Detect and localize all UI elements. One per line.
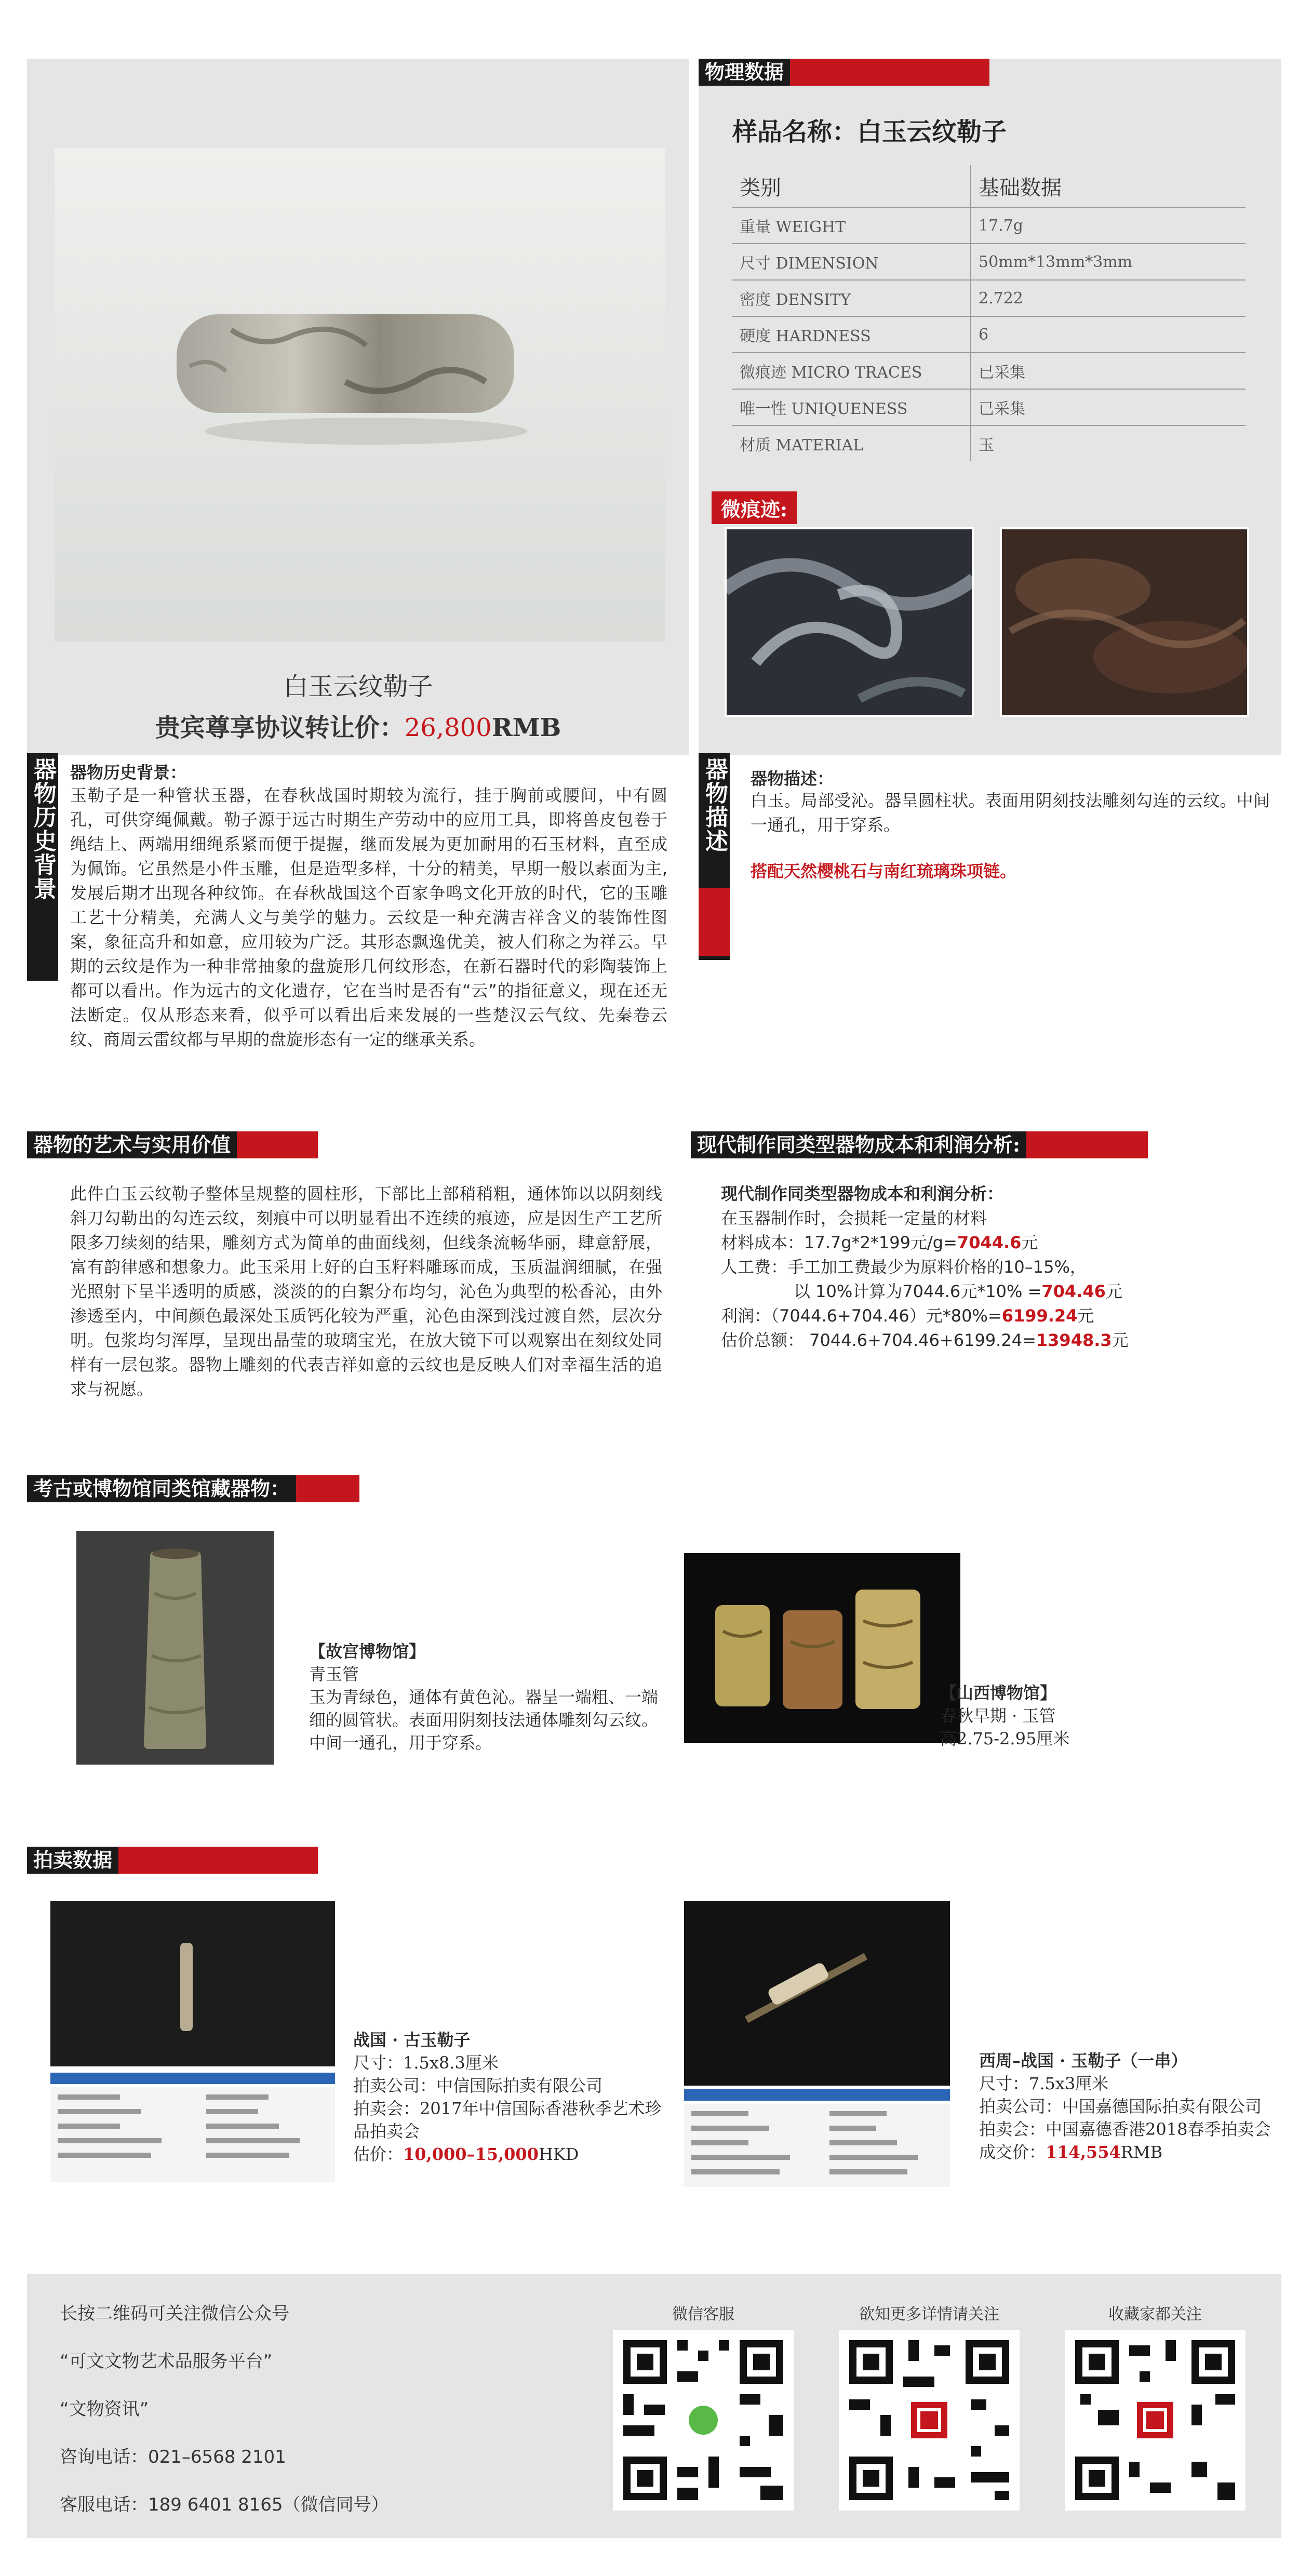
art-title-bar (27, 1131, 318, 1158)
cost-heading: 现代制作同类型器物成本和利润分析： (721, 1184, 1004, 1204)
price-value: 26,800 (404, 713, 492, 742)
auction-2-company: 拍卖公司：中国嘉德国际拍卖有限公司 (979, 2097, 1262, 2116)
qr-code-3[interactable] (1065, 2330, 1246, 2511)
footer-line-5: 客服电话：189 6401 8165（微信同号） (60, 2494, 389, 2515)
col-head-category: 类别 (732, 165, 971, 207)
cost-line-2: 材料成本：17.7g*2*199元/g=7044.6元 (721, 1233, 1038, 1252)
auction-2-info (979, 2049, 1291, 2164)
row-value: 17.7g (971, 207, 1246, 244)
history-tab-label: 器物历史背景 (30, 757, 56, 901)
cost-block (721, 1182, 1266, 1353)
footer-line-2: “可文文物艺术品服务平台” (60, 2351, 273, 2372)
cost-line-4: 以 10%计算为7044.6元*10% =704.46元 (794, 1282, 1122, 1301)
table-row (732, 425, 1246, 461)
auction-2-title: 西周–战国 · 玉勒子（一串） (979, 2051, 1188, 2071)
description-text: 白玉。局部受沁。器呈圆柱状。表面用阴刻技法雕刻勾连的云纹。中间一通孔，用于穿系。 (751, 791, 1270, 835)
col-head-data: 基础数据 (971, 165, 1246, 207)
museum-2-object: 春秋早期 · 玉管 (940, 1706, 1056, 1726)
table-row (732, 280, 1246, 316)
history-text: 玉勒子是一种管状玉器，在春秋战国时期较为流行，挂于胸前或腰间，中有圆孔，可供穿绳佩戴。勒子源于远古时期生产劳动中的应用工具，即将兽皮包卷于绳结上、两端用细绳系紧而便于提握，继而发展为更加耐用的石玉材料，直至成为佩饰。它虽然是小件玉雕，但是造型多样，十分的精美，早期一般以素面为主,发展后期才出现各种纹饰。在春秋战国这个百家争鸣文化开放的时代，它的玉雕工艺十分精美，充满人文与美学的魅力。云纹是一种充满吉祥含义的装饰性图案，象征高升和如意，应用较为广泛。其形态飘逸优美，被人们称之为祥云。早期的云纹是作为一种非常抽象的盘旋形几何纹形态，在新石器时代的彩陶装饰上都可以看出。作为远古的文化遗存，它在当时是否有“云”的指征意义，现在还无法断定。仅从形态来看，似乎可以看出后来发展的一些楚汉云气纹、先秦卷云纹、商周云雷纹都与早期的盘旋形态有一定的继承关系。 (70, 785, 667, 1049)
qr3-label: 收藏家都关注 (1108, 2305, 1202, 2324)
row-label: 密度 DENSITY (732, 280, 971, 316)
row-label: 尺寸 DIMENSION (732, 244, 971, 280)
micro-trace-photo-2 (1000, 527, 1249, 717)
table-row (732, 353, 1246, 389)
physical-table (732, 165, 1246, 461)
row-value: 玉 (979, 436, 994, 455)
museum-photo-1 (76, 1531, 274, 1765)
museum-2-name: 【山西博物馆】 (940, 1683, 1057, 1703)
history-tab (27, 753, 58, 981)
cost-line-3: 人工费：手工加工费最少为原料价格的10–15%， (721, 1257, 1087, 1277)
art-section-title: 器物的艺术与实用价值 (27, 1131, 237, 1158)
history-heading: 器物历史背景： (70, 763, 187, 782)
sample-name: 样品名称：白玉云纹勒子 (732, 117, 1007, 146)
auction-2-price: 成交价：114,554RMB (979, 2142, 1163, 2162)
footer-line-3: “文物资讯” (60, 2399, 149, 2420)
auction-1-info (353, 2028, 675, 2166)
micro-trace-label: 微痕迹: (712, 491, 797, 524)
table-row (732, 244, 1246, 280)
description-tab (699, 753, 730, 960)
table-row (732, 207, 1246, 244)
footer-text (60, 2290, 389, 2529)
row-value: 6 (971, 316, 1246, 353)
table-header-row (732, 165, 1246, 207)
row-label: 材质 MATERIAL (732, 425, 971, 461)
museum-photo-2 (684, 1553, 960, 1743)
row-label: 硬度 HARDNESS (732, 316, 971, 353)
museum-1-name: 【故宫博物馆】 (309, 1641, 426, 1661)
row-value: 已采集 (971, 353, 1246, 389)
museum-2-info (940, 1681, 1200, 1750)
cost-section-title: 现代制作同类型器物成本和利润分析: (691, 1131, 1026, 1158)
museum-1-desc: 玉为青绿色，通体有黄色沁。器呈一端粗、一端细的圆管状。表面用阴刻技法通体雕刻勾云纹。中间一通孔，用于穿系。 (309, 1687, 659, 1753)
cost-line-1: 在玉器制作时，会损耗一定量的材料 (721, 1208, 987, 1228)
table-row (732, 316, 1246, 353)
physical-title-bar (699, 59, 989, 86)
qr-code-2[interactable] (839, 2330, 1020, 2511)
museum-1-object: 青玉管 (309, 1664, 359, 1684)
art-text: 此件白玉云纹勒子整体呈规整的圆柱形，下部比上部稍稍粗，通体饰以以阴刻线斜刀勾勒出的勾连云纹，刻痕中可以明显看出不连续的痕迹，应是因生产工艺所限多刀续刻的结果，雕刻方式为简单的曲面线刻，但线条流畅华丽，肆意舒展，富有韵律感和想象力。此玉采用上好的白玉籽料雕琢而成，玉质温润细腻，在强光照射下呈半透明的质感，淡淡的的白絮分布均匀，沁色为典型的松香沁，由外渗透至内，中间颜色最深处玉质钙化较为严重，沁色由深到浅过渡自然，层次分明。包浆均匀浑厚，呈现出晶莹的玻璃宝光，在放大镜下可以观察出在刻纹处同样有一层包浆。器物上雕刻的代表吉祥如意的云纹也是反映人们对幸福生活的追求与祝愿。 (70, 1184, 662, 1399)
qr-code-1[interactable] (613, 2330, 794, 2511)
auction-1-session: 拍卖会：2017年中信国际香港秋季艺术珍品拍卖会 (353, 2099, 662, 2141)
auction-2-size: 尺寸：7.5x3厘米 (979, 2074, 1109, 2093)
physical-section-title: 物理数据 (699, 59, 790, 86)
auction-section-title: 拍卖数据 (27, 1847, 118, 1874)
footer-line-1: 长按二维码可关注微信公众号 (60, 2303, 289, 2324)
row-label: 微痕迹 MICRO TRACES (732, 353, 971, 389)
product-photo (55, 148, 665, 642)
qr1-label: 微信客服 (672, 2305, 734, 2324)
description-tab-label: 器物描述 (701, 757, 728, 853)
auction-1-title: 战国 · 古玉勒子 (353, 2030, 471, 2050)
museum-2-desc: 高2.75-2.95厘米 (940, 1729, 1070, 1749)
cost-title-bar (691, 1131, 1148, 1158)
row-value: 已采集 (971, 389, 1246, 425)
cost-line-5: 利润：（7044.6+704.46）元*80%=6199.24元 (721, 1306, 1094, 1326)
auction-title-bar (27, 1847, 318, 1874)
qr2-label: 欲知更多详情请关注 (859, 2305, 999, 2324)
auction-photo-1 (50, 1901, 335, 2182)
auction-1-price: 估价：10,000–15,000HKD (353, 2144, 579, 2164)
footer-line-4: 咨询电话：021–6568 2101 (60, 2447, 286, 2467)
row-value: 2.722 (971, 280, 1246, 316)
auction-1-company: 拍卖公司：中信国际拍卖有限公司 (353, 2076, 603, 2095)
sample-title: 白玉云纹勒子 (283, 672, 433, 701)
price-line (27, 708, 689, 743)
price-label: 贵宾尊享协议转让价： (155, 713, 405, 742)
description-heading: 器物描述： (751, 769, 834, 789)
auction-2-session: 拍卖会：中国嘉德香港2018春季拍卖会 (979, 2119, 1271, 2139)
cost-line-6: 估价总额： 7044.6+704.46+6199.24=13948.3元 (721, 1330, 1129, 1350)
auction-1-size: 尺寸：1.5x8.3厘米 (353, 2053, 499, 2073)
row-label: 重量 WEIGHT (732, 207, 971, 244)
museum-title-bar (27, 1475, 359, 1502)
museum-1-info (309, 1640, 673, 1754)
price-unit: RMB (491, 713, 561, 742)
micro-trace-photo-1 (725, 527, 974, 717)
museum-section-title: 考古或博物馆同类馆藏器物： (27, 1475, 296, 1502)
auction-photo-2 (684, 1901, 950, 2187)
row-label: 唯一性 UNIQUENESS (732, 389, 971, 425)
description-highlight: 搭配天然樱桃石与南红琉璃珠项链。 (751, 861, 1017, 881)
row-value: 50mm*13mm*3mm (971, 244, 1246, 280)
table-row (732, 389, 1246, 425)
